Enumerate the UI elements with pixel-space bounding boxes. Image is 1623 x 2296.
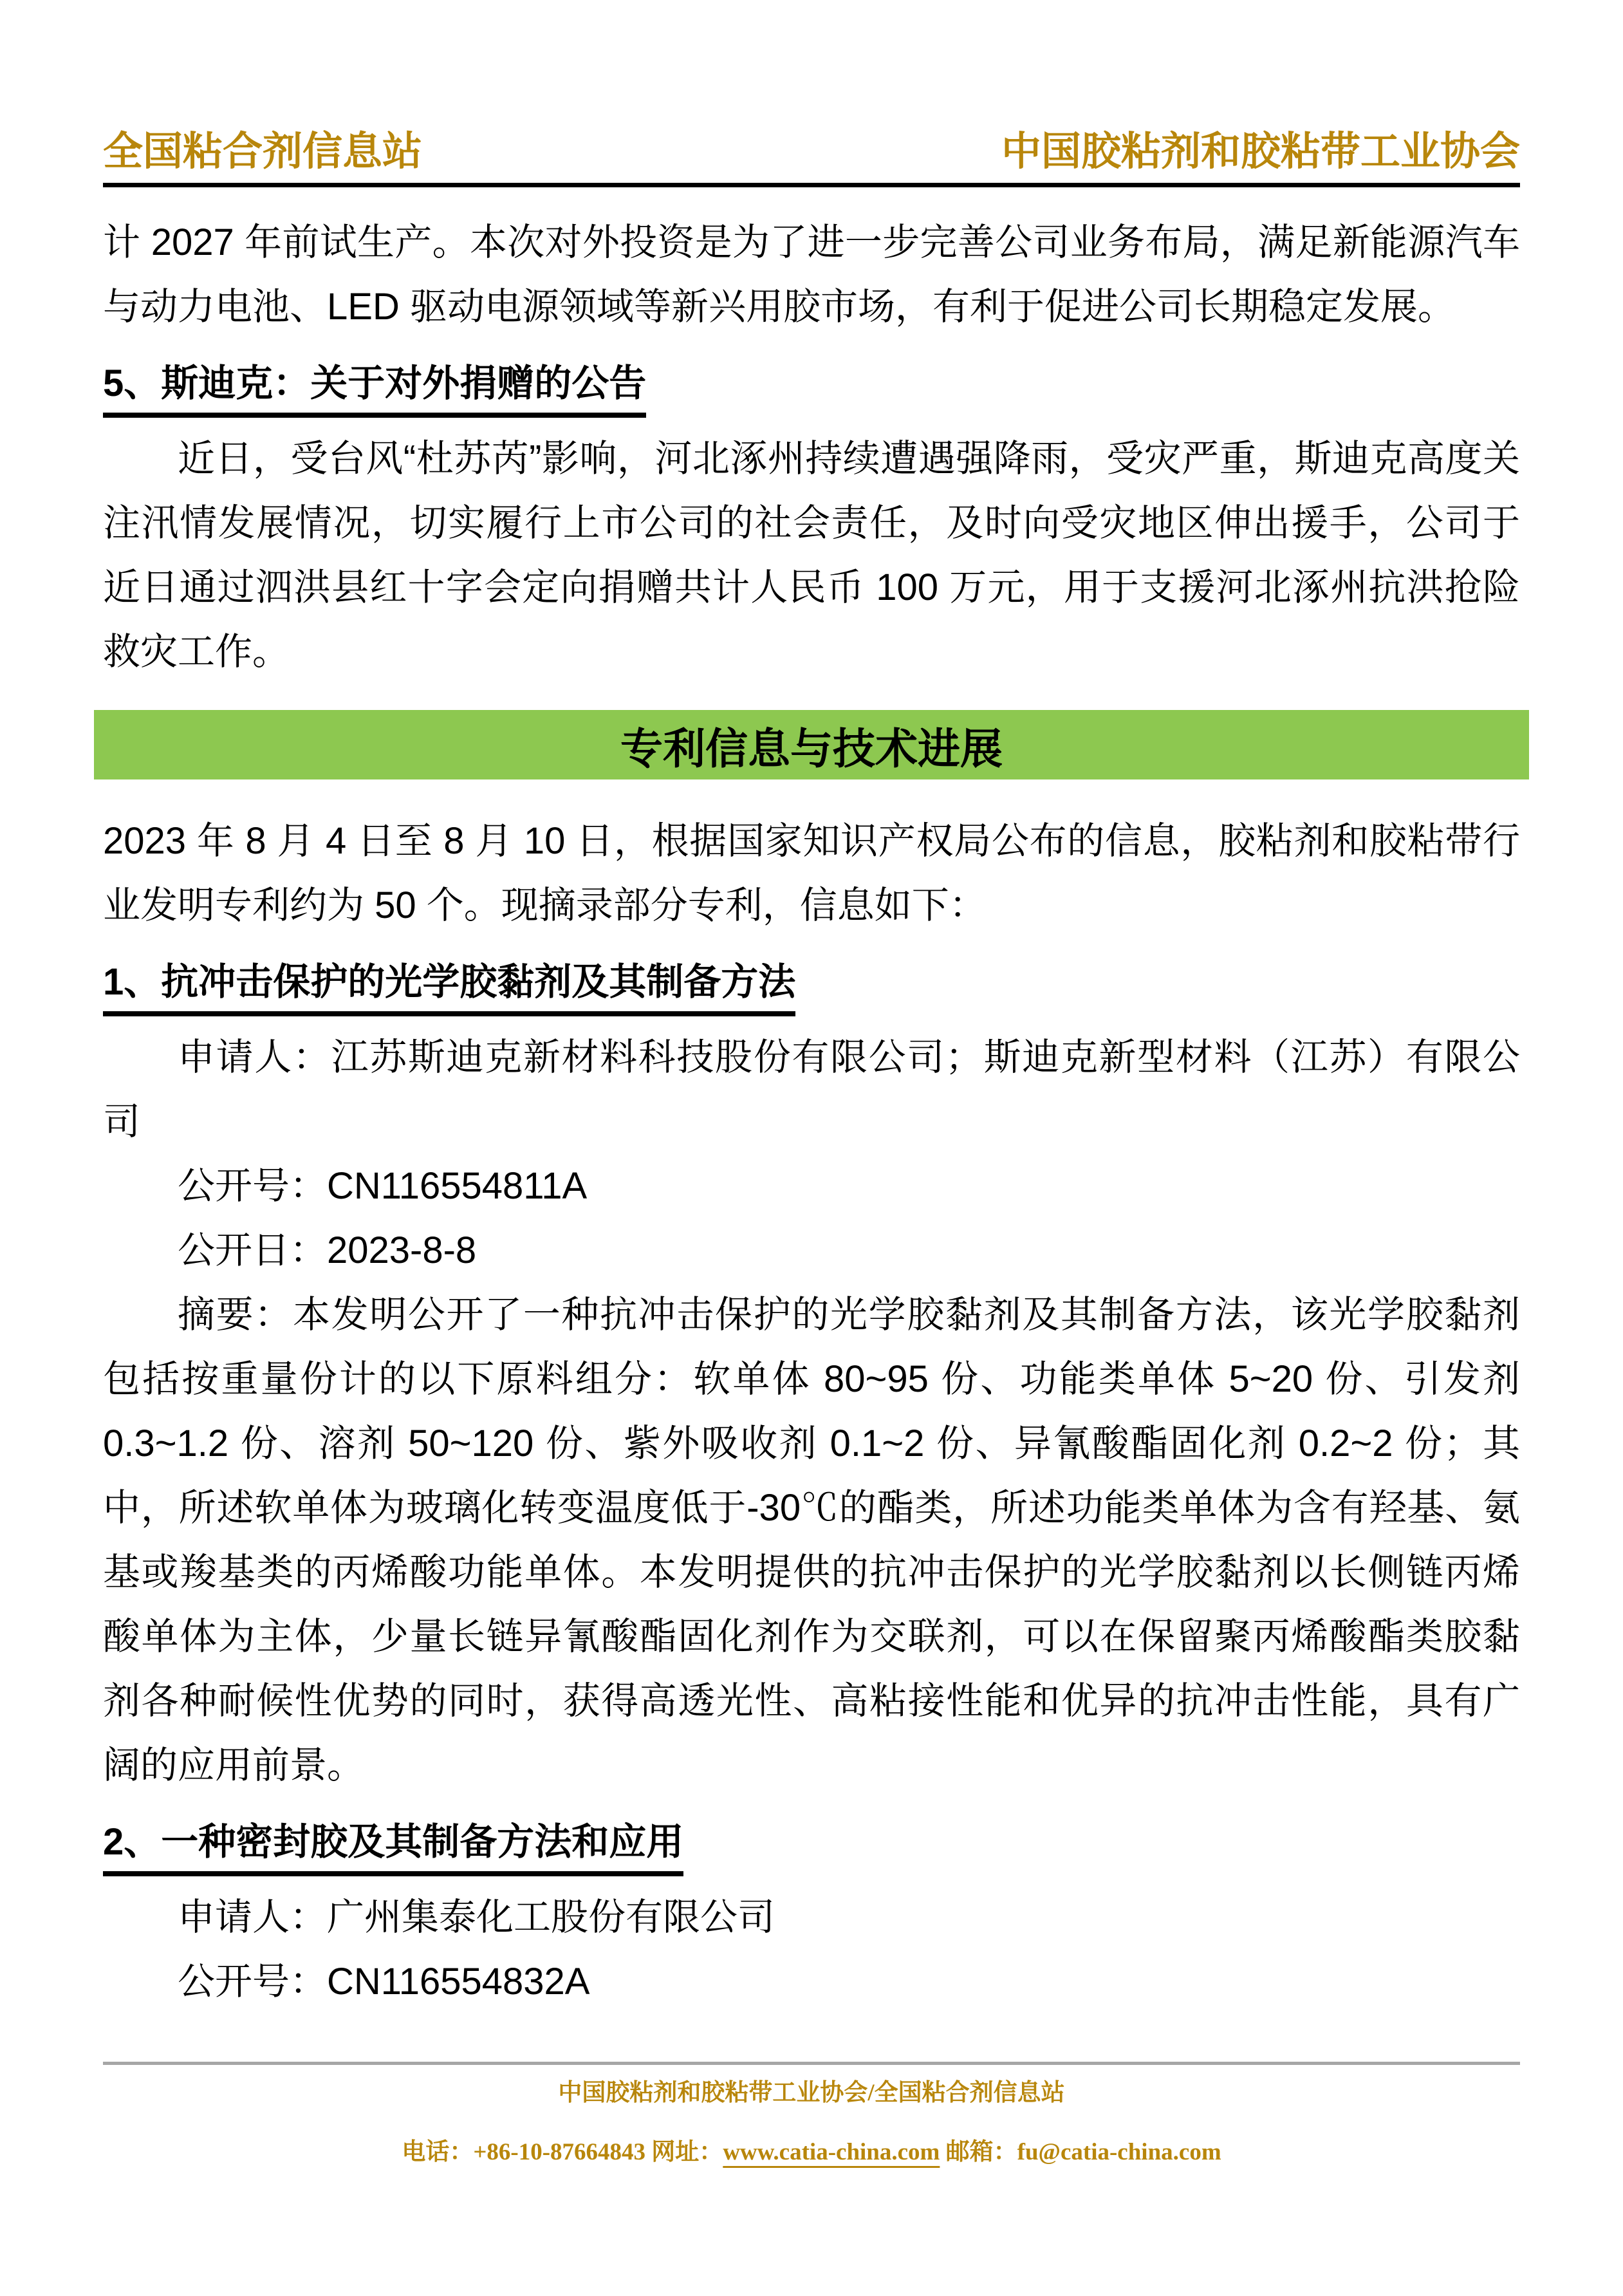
patent-1-title [103, 960, 1520, 1016]
patent-1-title-text: 1、抗冲击保护的光学胶黏剂及其制备方法 [103, 960, 795, 1016]
header-left-org: 全国粘合剂信息站 [103, 130, 423, 174]
footer-divider [103, 2062, 1520, 2065]
intro-paragraph: 计 2027 年前试生产。本次对外投资是为了进一步完善公司业务布局，满足新能源汽车与动力电池、LED 驱动电源领域等新兴用胶市场，有利于促进公司长期稳定发展。 [103, 221, 1520, 328]
footer-website-link[interactable]: www.catia-china.com [723, 2139, 940, 2165]
section5-body: 近日，受台风“杜苏芮”影响，河北涿州持续遭遇强降雨，受灾严重，斯迪克高度关注汛情发展情况，切实履行上市公司的社会责任，及时向受灾地区伸出援手，公司于近日通过泗洪县红十字会定向捐赠共计人民币 100 万元，用于支援河北涿州抗洪抢险救灾工作。 [103, 438, 1520, 673]
patent-intro-paragraph: 2023 年 8 月 4 日至 8 月 10 日，根据国家知识产权局公布的信息，胶粘剂和胶粘带行业发明专利约为 50 个。现摘录部分专利，信息如下： [103, 820, 1520, 926]
patent-section-banner-title: 专利信息与技术进展 [620, 724, 1003, 772]
patent-1-abstract: 摘要：本发明公开了一种抗冲击保护的光学胶黏剂及其制备方法，该光学胶黏剂包括按重量份计的以下原料组分：软单体 80~95 份、功能类单体 5~20 份、引发剂 0.3~1.2 份、溶剂 50~120 份、紫外吸收剂 0.1~2 份、异氰酸酯固化剂 0.2~2 份；其中，所述软单体为玻璃化转变温度低于-30℃的酯类，所述功能类单体为含有羟基、氨基或羧基类的丙烯酸功能单体。本发明提供的抗冲击保护的光学胶黏剂以长侧链丙烯酸单体为主体，少量长链异氰酸酯固化剂作为交联剂，可以在保留聚丙烯酸酯类胶黏剂各种耐候性优势的同时，获得高透光性、高粘接性能和优异的抗冲击性能，具有广阔的应用前景。 [103, 1294, 1520, 1786]
patent-2-title-text: 2、一种密封胶及其制备方法和应用 [103, 1820, 683, 1876]
page-header [103, 119, 1520, 187]
section5-heading [103, 361, 1520, 418]
page-footer [103, 2062, 1520, 2168]
patent-2-applicant: 申请人：广州集泰化工股份有限公司 [178, 1896, 775, 1938]
patent-1-applicant: 申请人：江苏斯迪克新材料科技股份有限公司；斯迪克新型材料（江苏）有限公司 [103, 1036, 1520, 1143]
patent-2-publication-number: 公开号：CN116554832A [178, 1961, 590, 2002]
footer-phone-and-web-label: 电话：+86-10-87664843 网址： [402, 2139, 723, 2165]
patent-section-banner [94, 710, 1529, 779]
header-right-org: 中国胶粘剂和胶粘带工业协会 [1001, 130, 1520, 174]
patent-2-title [103, 1820, 1520, 1876]
footer-org-line: 中国胶粘剂和胶粘带工业协会/全国粘合剂信息站 [558, 2080, 1065, 2106]
footer-email: 邮箱：fu@catia-china.com [940, 2139, 1221, 2165]
patent-1-publication-date: 公开日：2023-8-8 [178, 1229, 477, 1271]
section5-heading-text: 5、斯迪克：关于对外捐赠的公告 [103, 361, 646, 418]
patent-1-publication-number: 公开号：CN116554811A [178, 1165, 588, 1207]
footer-contact-line [103, 2137, 1520, 2168]
